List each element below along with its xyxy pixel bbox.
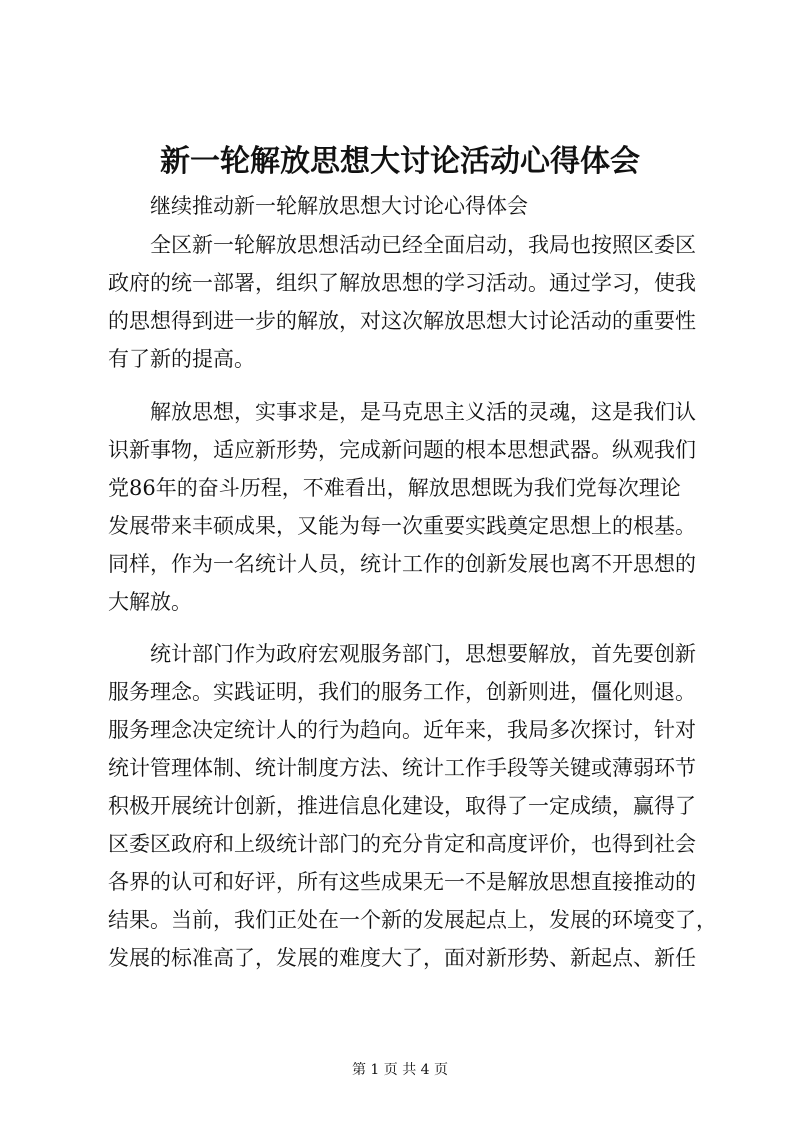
body-line: 发展带来丰硕成果，又能为每一次重要实践奠定思想上的根基。 — [108, 514, 696, 538]
body-line: 结果。当前，我们正处在一个新的发展起点上，发展的环境变了， — [108, 908, 717, 932]
body-line: 积极开展统计创新，推进信息化建设，取得了一定成绩，赢得了 — [108, 794, 696, 818]
body-line: 全区新一轮解放思想活动已经全面启动，我局也按照区委区 — [108, 233, 696, 257]
page-footer: 第 1 页 共 4 页 — [351, 1062, 449, 1078]
body-line: 有了新的提高。 — [108, 347, 255, 371]
body-line: 解放思想，实事求是，是马克思主义活的灵魂，这是我们认 — [108, 400, 696, 424]
body-line: 识新事物，适应新形势，完成新问题的根本思想武器。纵观我们 — [108, 438, 696, 462]
body-line: 服务理念。实践证明，我们的服务工作，创新则进，僵化则退。 — [108, 680, 696, 704]
body-line: 大解放。 — [108, 590, 192, 614]
body-line: 各界的认可和好评，所有这些成果无一不是解放思想直接推动的 — [108, 870, 696, 894]
subtitle-line: 继续推动新一轮解放思想大讨论心得体会 — [108, 194, 528, 218]
body-line: 同样，作为一名统计人员，统计工作的创新发展也离不开思想的 — [108, 552, 696, 576]
body-line: 政府的统一部署，组织了解放思想的学习活动。通过学习，使我 — [108, 271, 696, 295]
body-line: 的思想得到进一步的解放，对这次解放思想大讨论活动的重要性 — [108, 309, 696, 333]
body-line: 党86年的奋斗历程，不难看出，解放思想既为我们党每次理论 — [108, 476, 681, 500]
body-line: 区委区政府和上级统计部门的充分肯定和高度评价，也得到社会 — [108, 832, 696, 856]
body-line: 服务理念决定统计人的行为趋向。近年来，我局多次探讨，针对 — [108, 718, 696, 742]
body-line: 统计部门作为政府宏观服务部门，思想要解放，首先要创新 — [108, 642, 696, 666]
body-line: 统计管理体制、统计制度方法、统计工作手段等关键或薄弱环节 — [108, 756, 696, 780]
page-title: 新一轮解放思想大讨论活动心得体会 — [160, 144, 640, 179]
body-line: 发展的标准高了，发展的难度大了，面对新形势、新起点、新任 — [108, 946, 696, 970]
